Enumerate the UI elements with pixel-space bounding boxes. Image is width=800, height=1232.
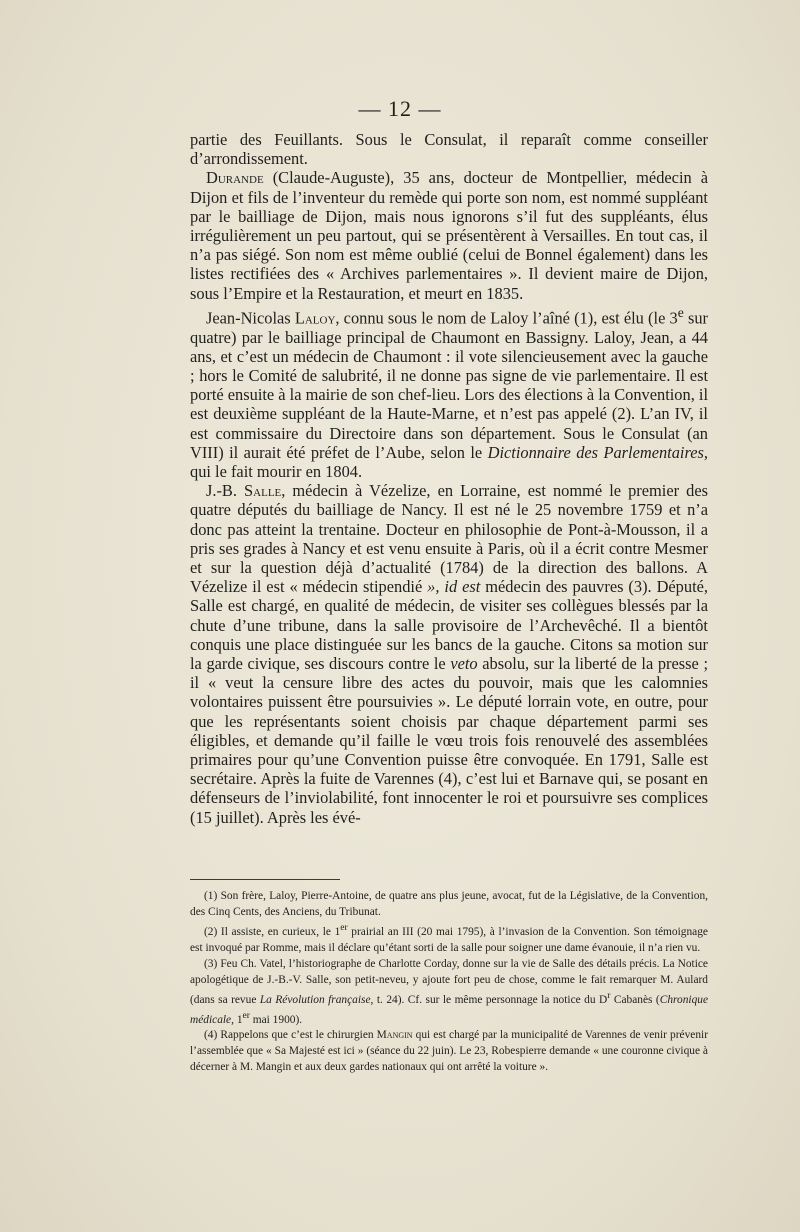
paragraph-salle-text2: médecin des pauvres (3). Député, Salle est chargé, en qualité de médecin, de visiter ses collègues blessés par la chute d’une tribune, dans la salle provisoire de l’Archevêché. Il a bientôt conquis une place distinguée sur les bancs de la gauche. Citons sa motion sur la garde civique, ses discours contre le — [190, 577, 708, 673]
italic-revue: La Révolution française, — [259, 993, 374, 1006]
footnote-3-text1: (3) Feu Ch. Vatel, l’historiographe de Charlotte Corday, donne sur la vie de Salle des détails précis. La Notice apologétique de J.-B.-V. Salle, son petit-neveu, y ajoute fort peu de chose, comme le fait remarquer M. Aulard (dans sa revue — [190, 957, 708, 1006]
footnote-4 — [190, 1027, 708, 1075]
italic-veto: veto — [450, 653, 478, 673]
paragraph-salle-text3: absolu, sur la liberté de la presse ; il « veut la censure libre des actes du pouvoir, mais que les calomnies volontaires puissent être poursuivies ». Le député lorrain vote, en outre, pour que les représentants soient choisis par chaque département parmi ses éligibles, et demande qu’il faille le vœu trois fois renouvelé des assemblées primaires pour qu’une Convention puisse être convoquée. En 1791, Salle est secrétaire. Après la fuite de Varennes (4), c’est lui et Barnave qui, se posant en défenseurs de l’inviolabilité, font innocenter le roi et poursuivre ses complices (15 juillet). Après les évé- — [190, 653, 708, 827]
paragraph-feuillants: partie des Feuillants. Sous le Consulat, il reparaît comme conseiller d’arrondissement. — [190, 130, 708, 169]
footnote-3-text4: 1 — [233, 1013, 243, 1026]
name-mangin: Mangin — [376, 1029, 413, 1042]
superscript: r — [607, 990, 611, 1001]
footnote-3-text5: mai 1900). — [249, 1013, 303, 1026]
name-salle: Salle — [244, 481, 282, 501]
superscript: er — [340, 923, 348, 933]
paragraph-durande-text: (Claude-Auguste), 35 ans, docteur de Montpellier, médecin à Dijon et fils de l’inventeur du remède qui porte son nom, est nommé suppléant par le bailliage de Dijon, mais nous ignorons s’il fut des suppléants, élus irrégulièrement un peu partout, qui se présentèrent à Versailles. En tout cas, il n’a pas siégé. Son nom est même oublié (celui de Bonnel également) dans les listes rectifiées des « Archives parlementaires ». Il devient maire de Dijon, sous l’Empire et la Restauration, et meurt en 1835. — [190, 168, 708, 303]
italic-chronique: Chronique médicale, — [190, 993, 709, 1026]
paragraph-salle-prefix: J.-B. — [206, 481, 245, 501]
superscript: er — [242, 1010, 250, 1021]
paragraph-laloy-text2: sur quatre) par le bailliage principal de Chaumont en Bassigny. Laloy, Jean, a 44 ans, et c’est un médecin de Chaumont : il vote silencieusement avec la gauche ; hors le Comité de salubrité, il ne donne pas signe de vie parlementaire. Il est porté ensuite à la mairie de son chef-lieu. Lors des élections à la Convention, il est deuxième suppléant de la Haute-Marne, et n’est pas appelé (2). L’an IV, il est commissaire du Directoire dans son département. Sous le Consulat (an VIII) il aurait été préfet de l’Aube, selon le — [190, 308, 708, 462]
paragraph-laloy-text3: qui le fait mourir en 1804. — [190, 461, 363, 481]
footnote-3-text3: Cabanès ( — [610, 993, 660, 1006]
name-durande: Durande — [206, 168, 264, 188]
footnote-3-text2: t. 24). Cf. sur le même personnage la notice du D — [373, 993, 608, 1006]
main-text — [190, 130, 708, 827]
footnote-rule — [190, 879, 340, 880]
superscript: e — [677, 304, 684, 320]
footnote-2-text1: (2) Il assiste, en curieux, le 1 — [204, 925, 341, 938]
paragraph-laloy — [190, 303, 708, 481]
footnote-2-text2: prairial an III (20 mai 1795), à l’invasion de la Convention. Son témoignage est invoqué par Romme, mais il déclare qu’étant sorti de la salle pour soigner une dame évanouie, il n’a rien vu. — [190, 925, 708, 954]
footnote-4-text2: qui est chargé par la municipalité de Varennes de venir prévenir l’assemblée que « Sa Majesté est ici » (séance du 22 juin). Le 23, Robespierre demande « une couronne civique à décerner à M. Mangin et aux deux gardes nationaux qui ont arrêté la voiture ». — [190, 1029, 708, 1074]
paragraph-laloy-text1: , connu sous le nom de Laloy l’aîné (1), est élu (le 3 — [335, 308, 678, 328]
paragraph-salle — [190, 481, 708, 827]
footnote-3 — [190, 956, 708, 1028]
paragraph-laloy-prefix: Jean-Nicolas — [206, 308, 295, 328]
name-laloy: Laloy — [294, 308, 336, 328]
footnote-4-text1: (4) Rappelons que c’est le chirurgien — [204, 1029, 377, 1042]
footnotes — [190, 888, 708, 1075]
page-number: — 12 — — [358, 96, 442, 121]
italic-id-est: », id est — [427, 577, 481, 597]
paragraph-salle-text1: , médecin à Vézelize, en Lorraine, est nommé le premier des quatre députés du bailliage de Nancy. Il est né le 25 novembre 1759 et n’a donc pas atteint la trentaine. Docteur en philosophie de Pont-à-Mousson, il a pris ses grades à Nancy et est venu ensuite à Paris, où il a écrit contre Mesmer et sur la question déjà d’actualité (1784) de la direction des ballons. A Vézelize il est « médecin stipendié — [190, 481, 709, 597]
footnote-2 — [190, 920, 708, 956]
italic-dictionnaire: Dictionnaire des Parlementaires, — [487, 442, 708, 462]
footnote-1: (1) Son frère, Laloy, Pierre-Antoine, de quatre ans plus jeune, avocat, fut de la Législative, de la Convention, des Cinq Cents, des Anciens, du Tribunat. — [190, 890, 708, 918]
paragraph-durande — [190, 168, 708, 302]
